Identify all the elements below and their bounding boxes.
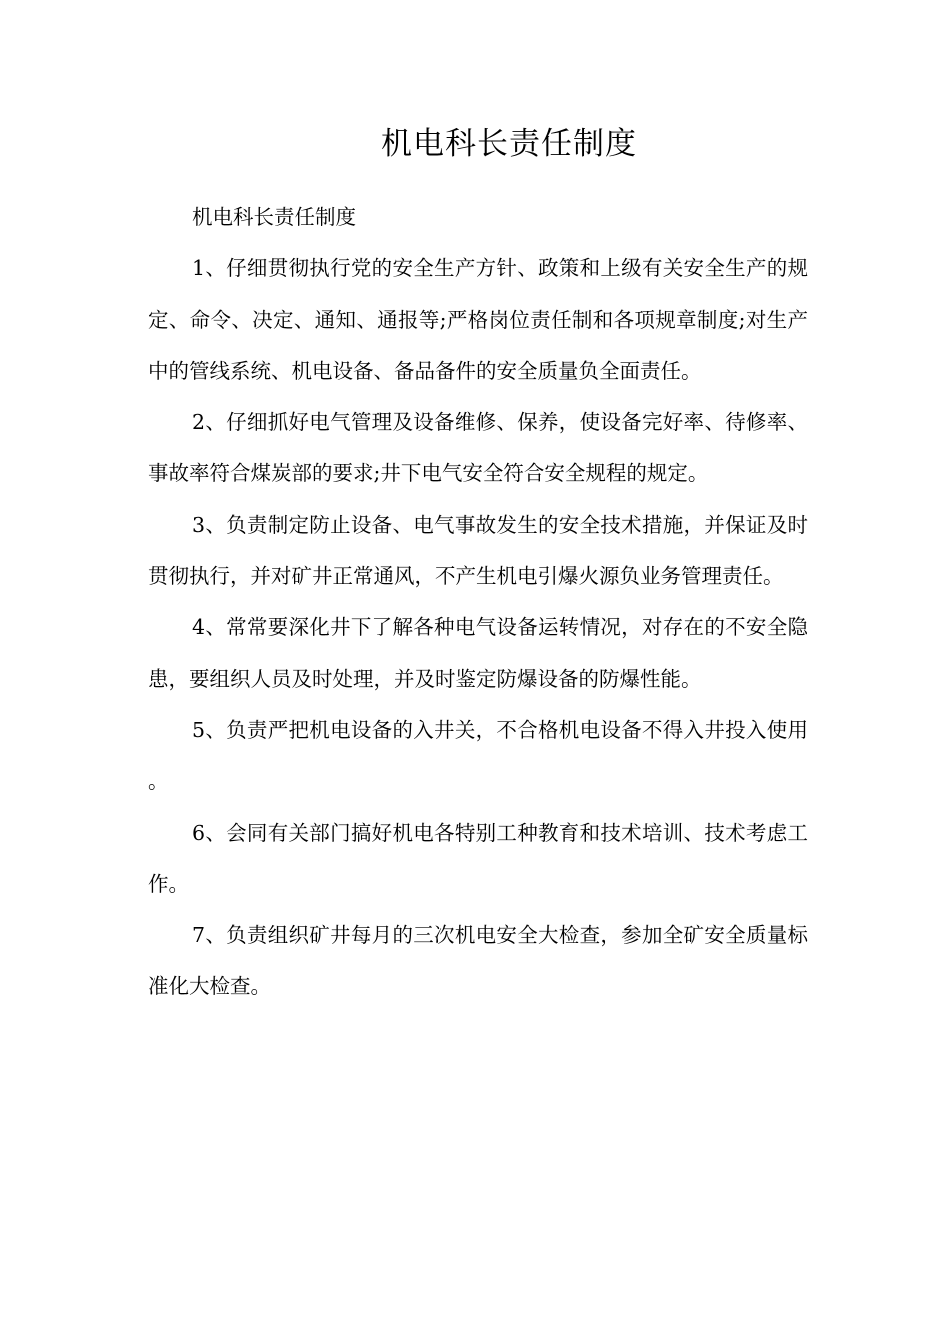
paragraph-item-7: 7、负责组织矿井每月的三次机电安全大检查，参加全矿安全质量标准化大检查。 — [148, 923, 808, 999]
paragraph-item-3: 3、负责制定防止设备、电气事故发生的安全技术措施，并保证及时贯彻执行，并对矿井正常通风，不产生机电引爆火源负业务管理责任。 — [148, 512, 808, 589]
document-body — [148, 192, 808, 1013]
paragraph-item-2: 2、仔细抓好电气管理及设备维修、保养，使设备完好率、待修率、事故率符合煤炭部的要求;井下电气安全符合安全规程的规定。 — [148, 410, 808, 486]
paragraph-item-1: 1、仔细贯彻执行党的安全生产方针、政策和上级有关安全生产的规定、命令、决定、通知、通报等;严格岗位责任制和各项规章制度;对生产中的管线系统、机电设备、备品备件的安全质量负全面责任。 — [148, 256, 808, 383]
document-subtitle: 机电科长责任制度 — [192, 205, 356, 229]
document-title: 机电科长责任制度 — [381, 126, 637, 162]
paragraph-item-4: 4、常常要深化井下了解各种电气设备运转情况，对存在的不安全隐患，要组织人员及时处理，并及时鉴定防爆设备的防爆性能。 — [148, 615, 808, 691]
paragraph-item-6: 6、会同有关部门搞好机电各特别工种教育和技术培训、技术考虑工作。 — [148, 820, 808, 896]
paragraph-item-5: 5、负责严把机电设备的入井关，不合格机电设备不得入井投入使用。 — [148, 717, 808, 794]
